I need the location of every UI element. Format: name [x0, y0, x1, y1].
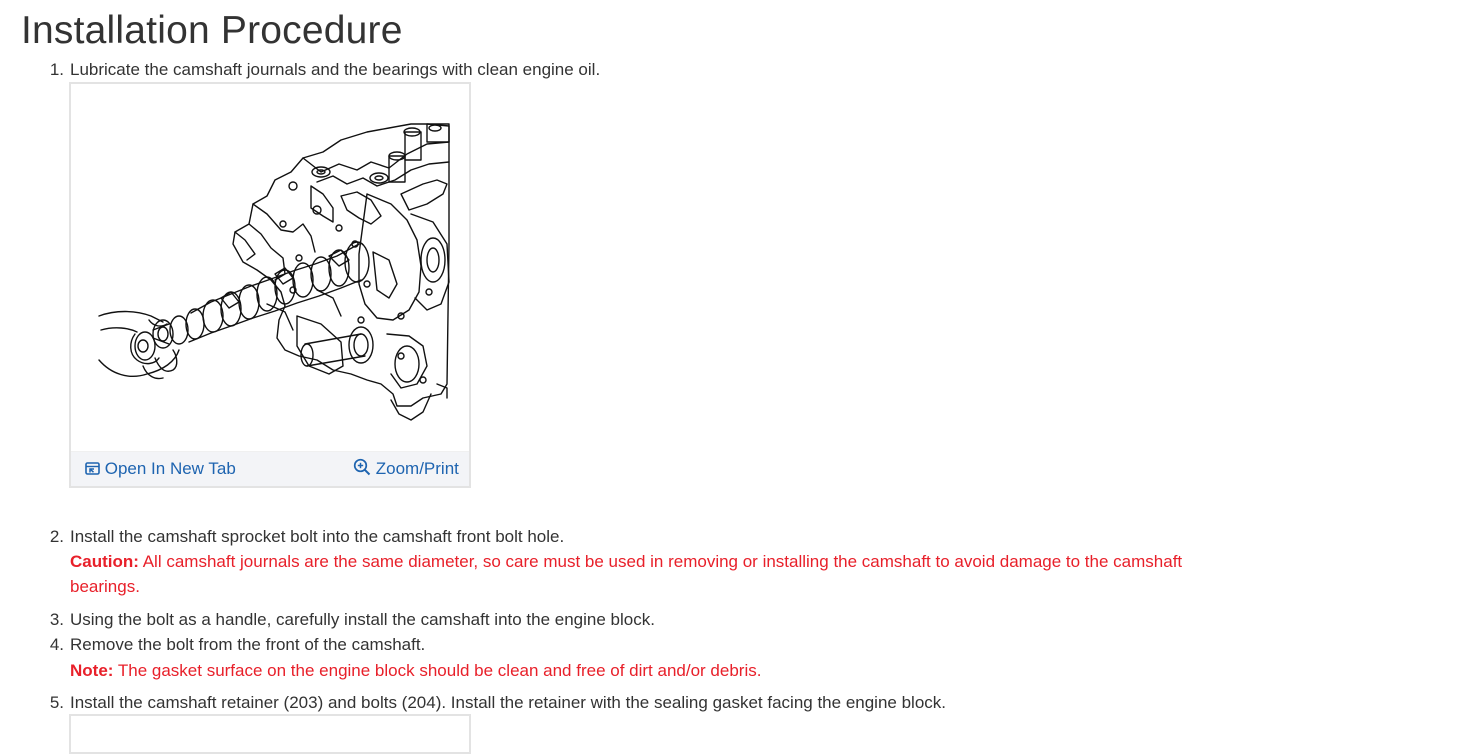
open-in-new-tab-label: Open In New Tab: [104, 459, 236, 478]
figure-camshaft: [69, 82, 471, 488]
camshaft-installation-illustration: [71, 84, 469, 450]
step-number: 2.: [49, 527, 64, 546]
note-label: Note:: [70, 661, 114, 680]
zoom-print-link[interactable]: [353, 458, 459, 480]
note-text: The gasket surface on the engine block should be clean and free of dirt and/or debris.: [113, 661, 762, 680]
step-number: 1.: [49, 60, 64, 79]
open-in-new-tab-link[interactable]: [85, 458, 236, 480]
figure-camshaft-retainer: [69, 714, 471, 754]
step-text: Lubricate the camshaft journals and the bearings with clean engine oil.: [70, 60, 601, 79]
step-number: 5.: [49, 693, 64, 712]
zoom-print-label: Zoom/Print: [375, 459, 459, 478]
step-text: Install the camshaft sprocket bolt into the camshaft front bolt hole.: [70, 527, 565, 546]
caution-text: All camshaft journals are the same diameter, so care must be used in removing or installing the camshaft to avoid damage to the camshaft bearings.: [70, 552, 1183, 596]
step-number: 3.: [49, 610, 64, 629]
caution-notice: [70, 549, 1245, 599]
step-number: 4.: [49, 635, 64, 654]
page-title: Installation Procedure: [21, 9, 403, 52]
open-in-new-tab-icon: [85, 462, 100, 476]
figure-toolbar: [71, 451, 469, 486]
step-text: Remove the bolt from the front of the camshaft.: [70, 635, 426, 654]
zoom-in-icon: [353, 458, 371, 476]
caution-label: Caution:: [70, 552, 139, 571]
step-text: Install the camshaft retainer (203) and bolts (204). Install the retainer with the sealing gasket facing the engine block.: [70, 693, 946, 712]
note-notice: [70, 658, 1245, 683]
step-text: Using the bolt as a handle, carefully install the camshaft into the engine block.: [70, 610, 655, 629]
